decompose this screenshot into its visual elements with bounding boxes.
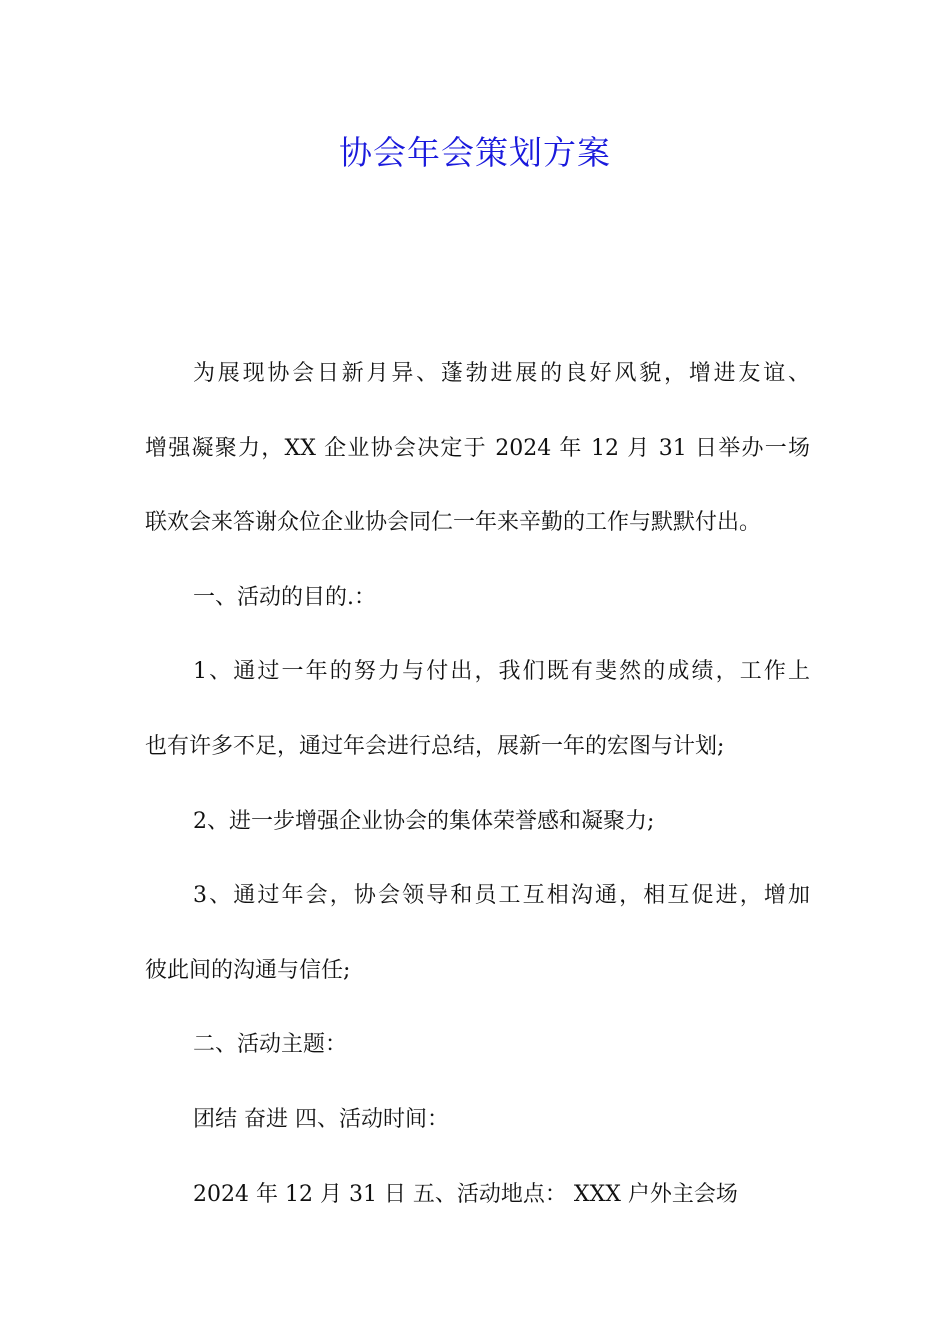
theme-and-time-line: 团结 奋进 四、活动时间： xyxy=(193,1106,449,1132)
section-heading-purpose: 一、活动的目的.： xyxy=(193,584,376,610)
purpose-item-3-line-2: 彼此间的沟通与信任; xyxy=(145,957,351,983)
paragraph-intro-line-1: 为展现协会日新月异、蓬勃进展的良好风貌，增进友谊、 xyxy=(193,361,810,386)
document-body xyxy=(145,337,810,1232)
section-heading-theme: 二、活动主题： xyxy=(193,1032,348,1058)
date-and-location-line: 2024 年 12 月 31 日 五、活动地点： XXX 户外主会场 xyxy=(193,1181,738,1207)
purpose-item-1-line-2: 也有许多不足，通过年会进行总结，展新一年的宏图与计划; xyxy=(145,733,725,759)
paragraph-intro-line-2: 增强凝聚力，XX 企业协会决定于 2024 年 12 月 31 日举办一场 xyxy=(145,435,810,461)
paragraph-intro-line-3: 联欢会来答谢众位企业协会同仁一年来辛勤的工作与默默付出。 xyxy=(145,510,762,536)
document-title: 协会年会策划方案 xyxy=(339,133,611,172)
purpose-item-2: 2、进一步增强企业协会的集体荣誉感和凝聚力; xyxy=(193,808,655,834)
purpose-item-3-line-1: 3、通过年会，协会领导和员工互相沟通，相互促进，增加 xyxy=(193,883,810,909)
purpose-item-1-line-1: 1、通过一年的努力与付出，我们既有斐然的成绩，工作上 xyxy=(193,659,810,685)
